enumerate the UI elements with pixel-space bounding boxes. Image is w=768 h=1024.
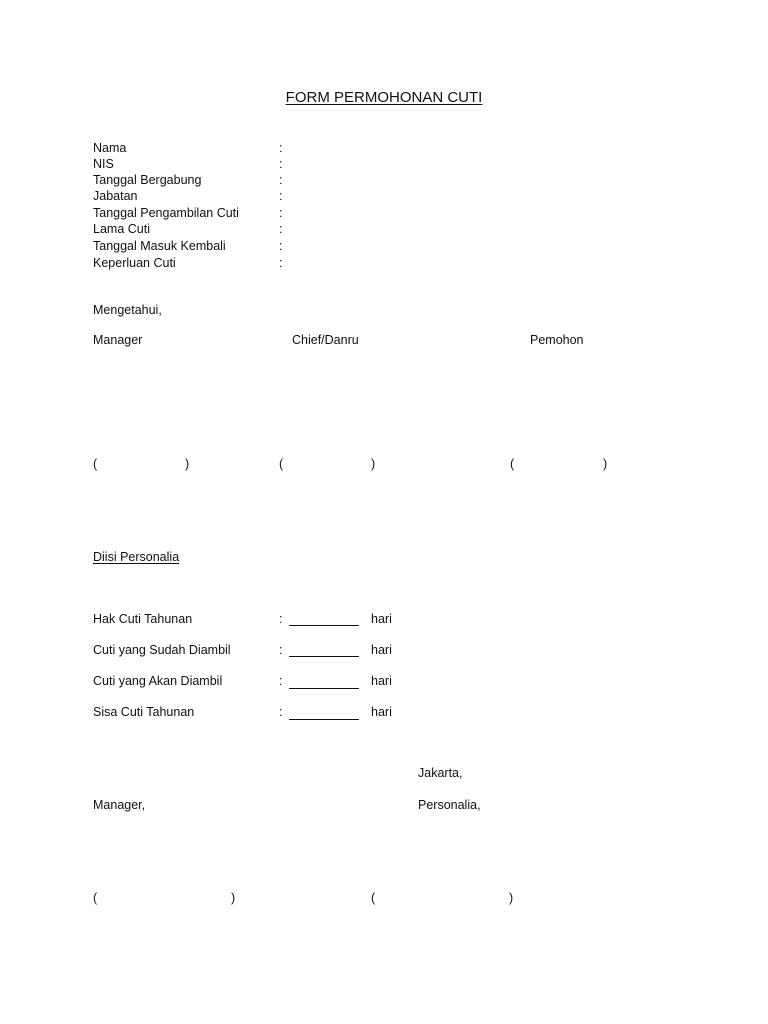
signature-close-paren: ) — [509, 891, 514, 905]
field-label-tanggal-bergabung: Tanggal Bergabung — [93, 173, 202, 187]
field-colon: : — [279, 206, 283, 220]
leave-row-unit: hari — [371, 643, 392, 657]
field-colon: : — [279, 256, 283, 270]
field-label-jabatan: Jabatan — [93, 189, 138, 203]
signoff-city: Jakarta, — [418, 766, 463, 780]
signoff-personnel: Personalia, — [418, 798, 481, 812]
leave-row-blank-line — [289, 688, 359, 689]
form-title: FORM PERMOHONAN CUTI — [285, 89, 483, 106]
signer-applicant: Pemohon — [530, 333, 584, 347]
signature-open-paren: ( — [279, 457, 284, 471]
leave-row-unit: hari — [371, 674, 392, 688]
leave-row-unit: hari — [371, 705, 392, 719]
known-label: Mengetahui, — [93, 303, 162, 317]
leave-row-unit: hari — [371, 612, 392, 626]
leave-row-blank-line — [289, 656, 359, 657]
signature-close-paren: ) — [603, 457, 608, 471]
leave-row-colon: : — [279, 643, 283, 657]
signature-close-paren: ) — [231, 891, 236, 905]
signoff-manager: Manager, — [93, 798, 146, 812]
leave-row-label: Cuti yang Sudah Diambil — [93, 643, 231, 657]
leave-row-colon: : — [279, 612, 283, 626]
leave-row-label: Hak Cuti Tahunan — [93, 612, 193, 626]
field-colon: : — [279, 239, 283, 253]
signature-close-paren: ) — [371, 457, 376, 471]
field-colon: : — [279, 141, 283, 155]
leave-row-colon: : — [279, 674, 283, 688]
leave-row-blank-line — [289, 719, 359, 720]
field-colon: : — [279, 189, 283, 203]
personnel-heading: Diisi Personalia — [93, 550, 180, 564]
field-colon: : — [279, 173, 283, 187]
signature-open-paren: ( — [371, 891, 376, 905]
signature-open-paren: ( — [93, 457, 98, 471]
field-colon: : — [279, 222, 283, 236]
field-label-lama-cuti: Lama Cuti — [93, 222, 150, 236]
field-label-tanggal-masuk-kembali: Tanggal Masuk Kembali — [93, 239, 226, 253]
leave-row-blank-line — [289, 625, 359, 626]
field-label-nis: NIS — [93, 157, 114, 171]
field-label-keperluan-cuti: Keperluan Cuti — [93, 256, 176, 270]
signature-open-paren: ( — [93, 891, 98, 905]
field-colon: : — [279, 157, 283, 171]
leave-row-colon: : — [279, 705, 283, 719]
leave-row-label: Cuti yang Akan Diambil — [93, 674, 223, 688]
signer-manager: Manager — [93, 333, 143, 347]
signer-chief: Chief/Danru — [292, 333, 359, 347]
signature-open-paren: ( — [510, 457, 515, 471]
leave-row-label: Sisa Cuti Tahunan — [93, 705, 195, 719]
field-label-tanggal-pengambilan-cuti: Tanggal Pengambilan Cuti — [93, 206, 239, 220]
field-label-nama: Nama — [93, 141, 127, 155]
signature-close-paren: ) — [185, 457, 190, 471]
